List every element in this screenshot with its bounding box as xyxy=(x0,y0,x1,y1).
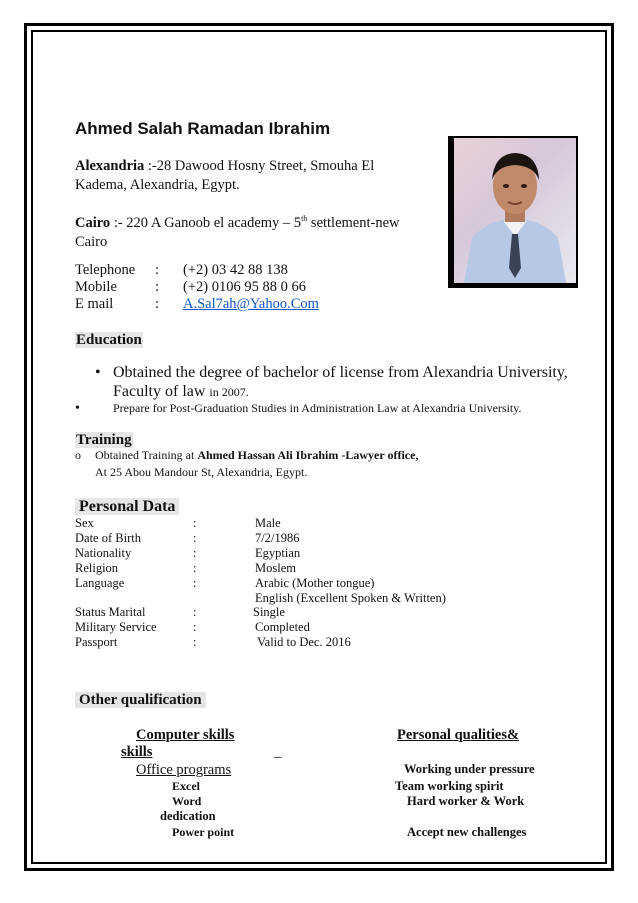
computer-skills-heading: Computer skills xyxy=(136,727,235,743)
heading-underscore: _ xyxy=(274,744,282,760)
skills-heading-cont: skills xyxy=(121,744,153,760)
skill-office-programs: Office programs xyxy=(136,762,232,778)
quality-pressure: Working under pressure xyxy=(404,762,535,776)
personal-row-religion: Religion : Moslem xyxy=(75,561,296,575)
training-item-address: At 25 Abou Mandour St, Alexandria, Egypt. xyxy=(95,465,308,479)
personal-row-dob: Date of Birth : 7/2/1986 xyxy=(75,531,300,545)
personal-qualities-heading: Personal qualities& xyxy=(397,727,520,743)
quality-team: Team working spirit xyxy=(395,779,504,793)
contact-mobile: Mobile : (+2) 0106 95 88 0 66 xyxy=(75,279,306,295)
personal-row-status: Status Marital : Single xyxy=(75,605,285,619)
address-alexandria: Alexandria :-28 Dawood Hosny Street, Smouha El Kadema, Alexandria, Egypt. xyxy=(75,158,375,193)
personal-row-military: Military Service : Completed xyxy=(75,620,310,634)
contact-telephone: Telephone : (+2) 03 42 88 138 xyxy=(75,262,288,278)
cv-name: Ahmed Salah Ramadan Ibrahim xyxy=(75,119,331,138)
email-link[interactable]: A.Sal7ah@Yahoo.Com xyxy=(183,296,319,312)
education-item-1-cont: Faculty of law in 2007. xyxy=(113,383,249,400)
education-item-2: • Prepare for Post-Graduation Studies in Administration Law at Alexandria University. xyxy=(75,401,522,416)
quality-challenges: Accept new challenges xyxy=(407,825,527,839)
personal-data-heading: Personal Data xyxy=(75,498,179,516)
quality-hard-worker: Hard worker & Work xyxy=(407,794,525,808)
education-heading: Education xyxy=(76,332,142,348)
person-photo-icon xyxy=(454,138,576,283)
skill-power-point: Power point xyxy=(172,825,235,839)
training-heading: Training xyxy=(76,432,132,448)
skill-excel: Excel xyxy=(172,779,200,793)
training-item: o Obtained Training at Ahmed Hassan Ali Ibrahim -Lawyer office, xyxy=(75,448,419,462)
skill-word: Word xyxy=(172,794,202,808)
address-cairo: Cairo :- 220 A Ganoob el academy – 5th settlement-new Cairo xyxy=(75,214,400,250)
contact-email: E mail : A.Sal7ah@Yahoo.Com xyxy=(75,296,319,312)
personal-row-passport: Passport : Valid to Dec. 2016 xyxy=(75,635,351,649)
personal-row-sex: Sex : Male xyxy=(75,516,281,530)
personal-row-language-2: English (Excellent Spoken & Written) xyxy=(255,591,446,605)
personal-row-nationality: Nationality : Egyptian xyxy=(75,546,301,560)
other-qualification-heading: Other qualification xyxy=(75,691,206,709)
profile-photo xyxy=(448,136,578,288)
education-item-1: • Obtained the degree of bachelor of license from Alexandria University, xyxy=(95,364,568,381)
personal-row-language: Language : Arabic (Mother tongue) xyxy=(75,576,375,590)
avatar xyxy=(454,138,576,283)
quality-dedication: dedication xyxy=(160,809,216,823)
